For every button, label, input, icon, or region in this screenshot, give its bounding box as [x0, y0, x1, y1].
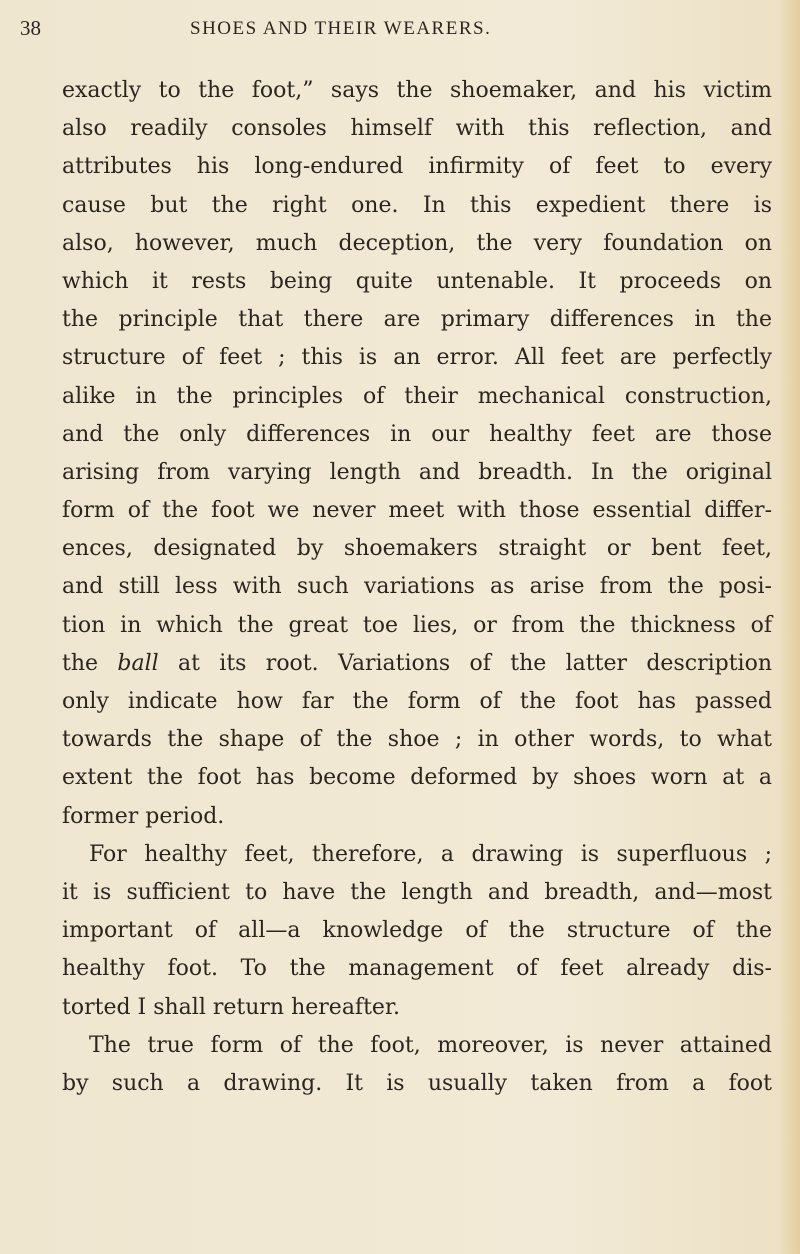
- text-line: which it rests being quite untenable. It proceeds on: [62, 268, 772, 294]
- text-line: it is sufficient to have the length and breadth, and—most: [62, 879, 772, 905]
- text-line: tion in which the great toe lies, or from the thickness of: [62, 612, 772, 638]
- paragraph-start-line: The true form of the foot, moreover, is never attained: [89, 1032, 772, 1058]
- text-line: cause but the right one. In this expedient there is: [62, 192, 772, 218]
- body-text: [62, 72, 772, 1103]
- text-line: structure of feet ; this is an error. All feet are perfectly: [62, 345, 772, 371]
- text-line: also readily consoles himself with this reflection, and: [62, 116, 772, 142]
- text-line: arising from varying length and breadth. In the original: [62, 459, 772, 485]
- text-line: the principle that there are primary differences in the: [62, 307, 772, 333]
- text-line: the ball at its root. Variations of the latter description: [62, 650, 772, 676]
- italic-term: ball: [117, 650, 159, 676]
- paragraph-start-line: For healthy feet, therefore, a drawing is superfluous ;: [89, 841, 772, 867]
- text-line: form of the foot we never meet with those essential differ-: [62, 498, 772, 524]
- text-line: only indicate how far the form of the foot has passed: [62, 689, 772, 714]
- paragraph-end-line: torted I shall return hereafter.: [62, 994, 401, 1020]
- text-line: also, however, much deception, the very foundation on: [62, 230, 772, 256]
- running-head: SHOES AND THEIR WEARERS.: [190, 18, 492, 39]
- paragraph-end-line: former period.: [62, 803, 225, 829]
- page-number: 38: [20, 16, 41, 40]
- page-edge-shadow: [778, 0, 800, 1254]
- text-line: by such a drawing. It is usually taken from a foot: [62, 1070, 772, 1096]
- text-line: attributes his long-endured infirmity of feet to every: [62, 154, 772, 180]
- text-line: towards the shape of the shoe ; in other words, to what: [62, 727, 772, 753]
- text-line: important of all—a knowledge of the structure of the: [62, 918, 772, 944]
- text-line: healthy foot. To the management of feet already dis-: [62, 956, 772, 982]
- text-line: ences, designated by shoemakers straight or bent feet,: [62, 536, 772, 562]
- text-line: exactly to the foot,” says the shoemaker, and his victim: [62, 78, 772, 103]
- text-line: alike in the principles of their mechanical construction,: [62, 383, 772, 409]
- text-line: extent the foot has become deformed by shoes worn at a: [62, 765, 772, 791]
- text-line: and the only differences in our healthy feet are those: [62, 421, 772, 447]
- page-header: [0, 12, 800, 52]
- text-line: and still less with such variations as arise from the posi-: [62, 574, 772, 600]
